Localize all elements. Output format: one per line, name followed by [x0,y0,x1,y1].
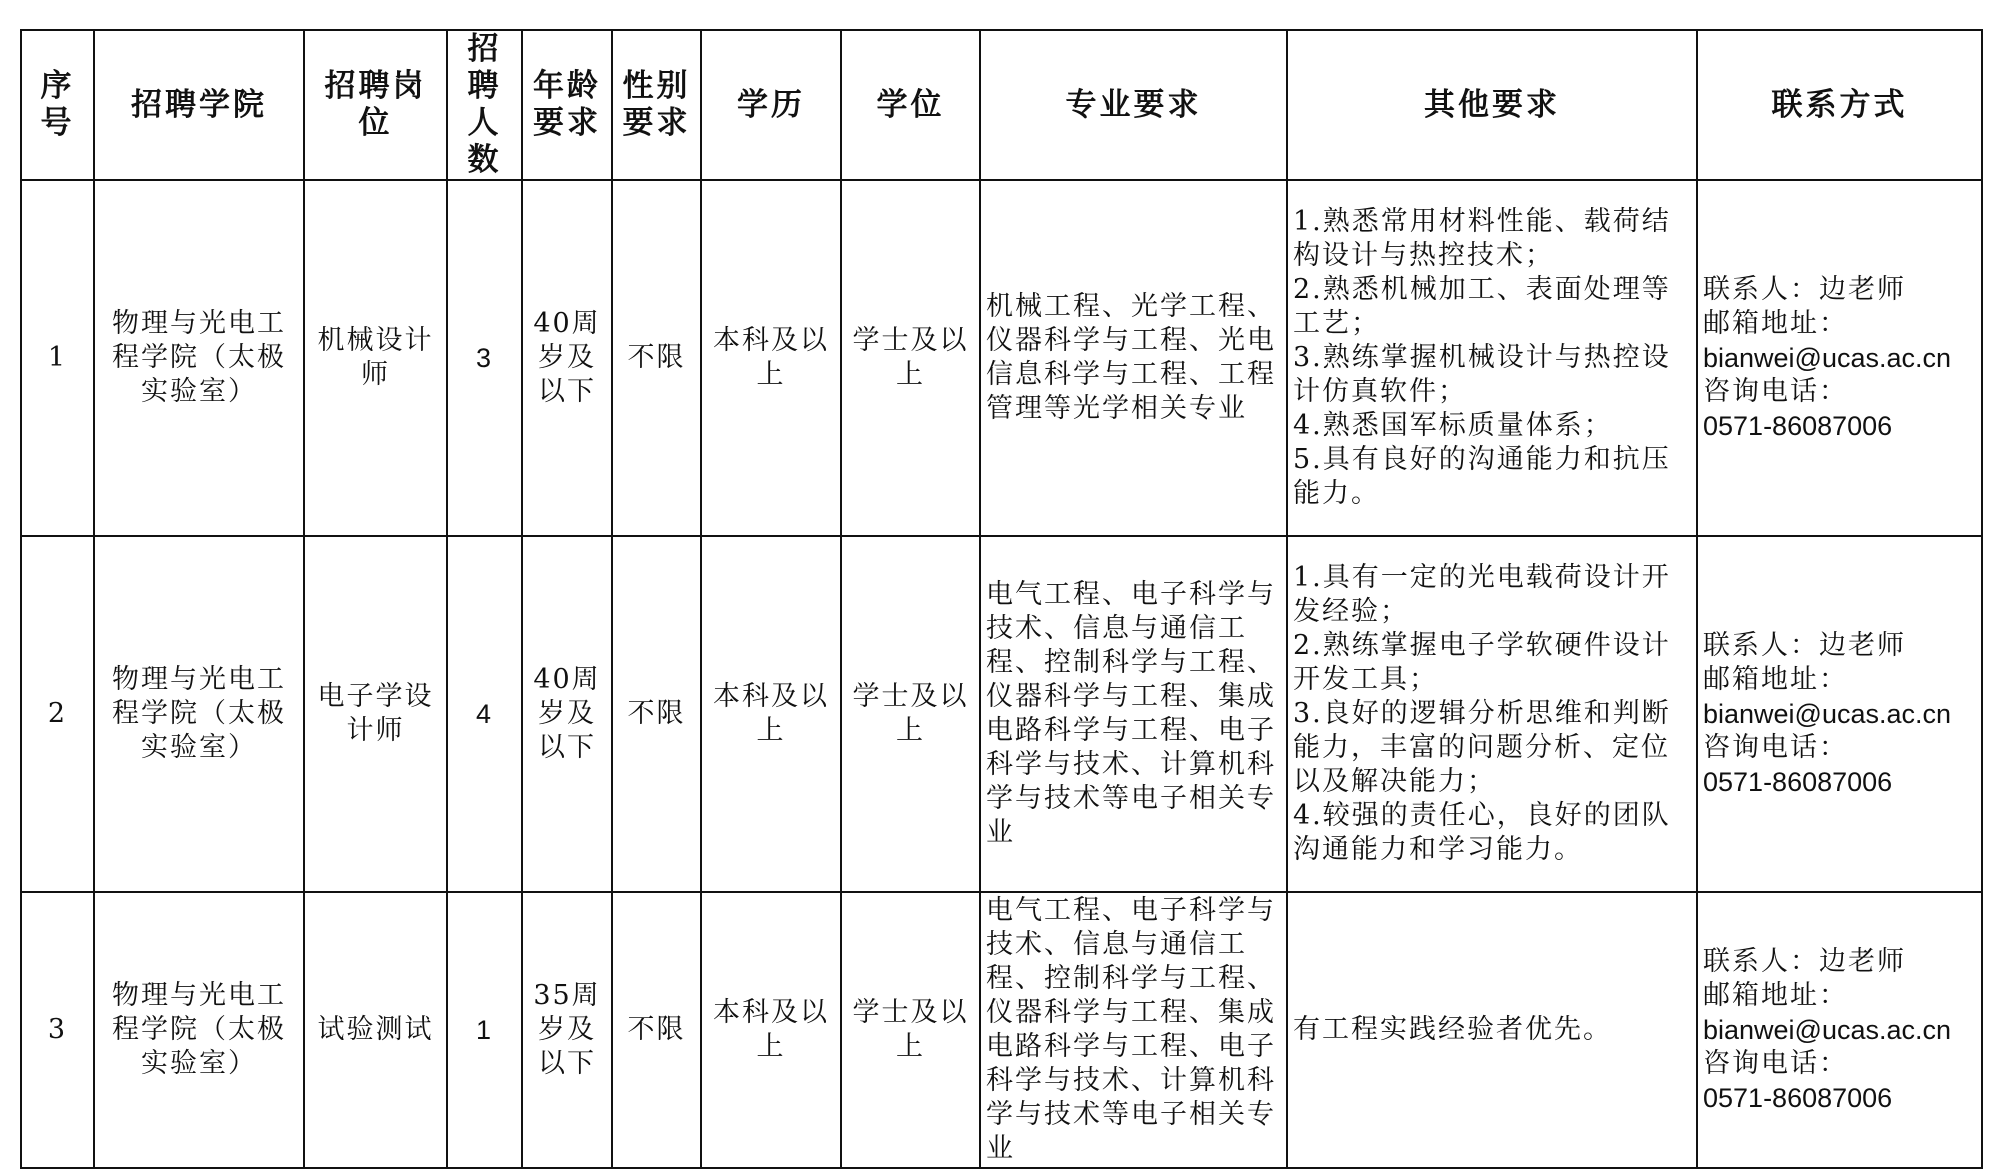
cell-count: 1 [447,892,522,1168]
header-other: 其他要求 [1287,30,1697,180]
header-row [21,30,1982,180]
cell-count: 3 [447,180,522,536]
header-gender: 性别要求 [612,30,701,180]
contact-person: 联系人：边老师 [1703,630,1906,661]
header-position: 招聘岗位 [304,30,447,180]
contact-email-label: 邮箱地址： [1703,308,1848,339]
contact-phone-label: 咨询电话： [1703,1048,1848,1079]
recruitment-table [20,29,1983,1169]
contact-phone: 0571-86087006 [1703,411,1893,441]
contact-phone-label: 咨询电话： [1703,732,1848,763]
cell-education: 本科及以上 [701,892,841,1168]
cell-college: 物理与光电工程学院（太极实验室） [94,536,304,892]
cell-major: 机械工程、光学工程、仪器科学与工程、光电信息科学与工程、工程管理等光学相关专业 [980,180,1287,536]
table-row [21,892,1982,1168]
header-seq: 序号 [21,30,94,180]
contact-email-label: 邮箱地址： [1703,980,1848,1011]
cell-count: 4 [447,536,522,892]
cell-college: 物理与光电工程学院（太极实验室） [94,180,304,536]
contact-email: bianwei@ucas.ac.cn [1703,343,1952,373]
requirement-item: 1.熟悉常用材料性能、载荷结构设计与热控技术； [1293,206,1671,271]
cell-contact [1697,536,1982,892]
cell-degree: 学士及以上 [841,892,980,1168]
cell-other [1287,180,1697,536]
cell-gender: 不限 [612,536,701,892]
cell-position: 机械设计师 [304,180,447,536]
table-row [21,180,1982,536]
cell-education: 本科及以上 [701,180,841,536]
cell-contact [1697,892,1982,1168]
cell-age: 35周岁及以下 [522,892,612,1168]
requirement-item: 2.熟练掌握电子学软硬件设计开发工具； [1293,630,1671,695]
requirement-item: 4.熟悉国军标质量体系； [1293,410,1613,441]
header-college: 招聘学院 [94,30,304,180]
cell-position: 试验测试 [304,892,447,1168]
cell-seq: 2 [21,536,94,892]
requirement-item: 3.良好的逻辑分析思维和判断能力，丰富的问题分析、定位以及解决能力； [1293,698,1671,797]
cell-age: 40周岁及以下 [522,180,612,536]
contact-email: bianwei@ucas.ac.cn [1703,699,1952,729]
header-major: 专业要求 [980,30,1287,180]
contact-phone: 0571-86087006 [1703,1083,1893,1113]
requirement-item: 2.熟悉机械加工、表面处理等工艺； [1293,274,1671,339]
requirement-item: 1.具有一定的光电载荷设计开发经验； [1293,562,1671,627]
cell-gender: 不限 [612,892,701,1168]
cell-education: 本科及以上 [701,536,841,892]
cell-other [1287,892,1697,1168]
contact-email-label: 邮箱地址： [1703,664,1848,695]
contact-person: 联系人：边老师 [1703,274,1906,305]
recruitment-table-sheet [20,29,1981,1169]
contact-phone: 0571-86087006 [1703,767,1893,797]
header-count: 招聘人数 [447,30,522,180]
contact-person: 联系人：边老师 [1703,946,1906,977]
requirement-item: 5.具有良好的沟通能力和抗压能力。 [1293,444,1671,509]
cell-major: 电气工程、电子科学与技术、信息与通信工程、控制科学与工程、仪器科学与工程、集成电路科学与工程、电子科学与技术、计算机科学与技术等电子相关专业 [980,536,1287,892]
header-contact: 联系方式 [1697,30,1982,180]
header-education: 学历 [701,30,841,180]
header-degree: 学位 [841,30,980,180]
cell-college: 物理与光电工程学院（太极实验室） [94,892,304,1168]
requirement-item: 有工程实践经验者优先。 [1293,1014,1612,1045]
table-row [21,536,1982,892]
cell-degree: 学士及以上 [841,536,980,892]
cell-seq: 1 [21,180,94,536]
cell-other [1287,536,1697,892]
cell-seq: 3 [21,892,94,1168]
requirement-item: 3.熟练掌握机械设计与热控设计仿真软件； [1293,342,1671,407]
cell-age: 40周岁及以下 [522,536,612,892]
cell-degree: 学士及以上 [841,180,980,536]
cell-major: 电气工程、电子科学与技术、信息与通信工程、控制科学与工程、仪器科学与工程、集成电路科学与工程、电子科学与技术、计算机科学与技术等电子相关专业 [980,892,1287,1168]
cell-position: 电子学设计师 [304,536,447,892]
cell-gender: 不限 [612,180,701,536]
contact-phone-label: 咨询电话： [1703,376,1848,407]
header-age: 年龄要求 [522,30,612,180]
cell-contact [1697,180,1982,536]
contact-email: bianwei@ucas.ac.cn [1703,1015,1952,1045]
requirement-item: 4.较强的责任心，良好的团队沟通能力和学习能力。 [1293,800,1671,865]
